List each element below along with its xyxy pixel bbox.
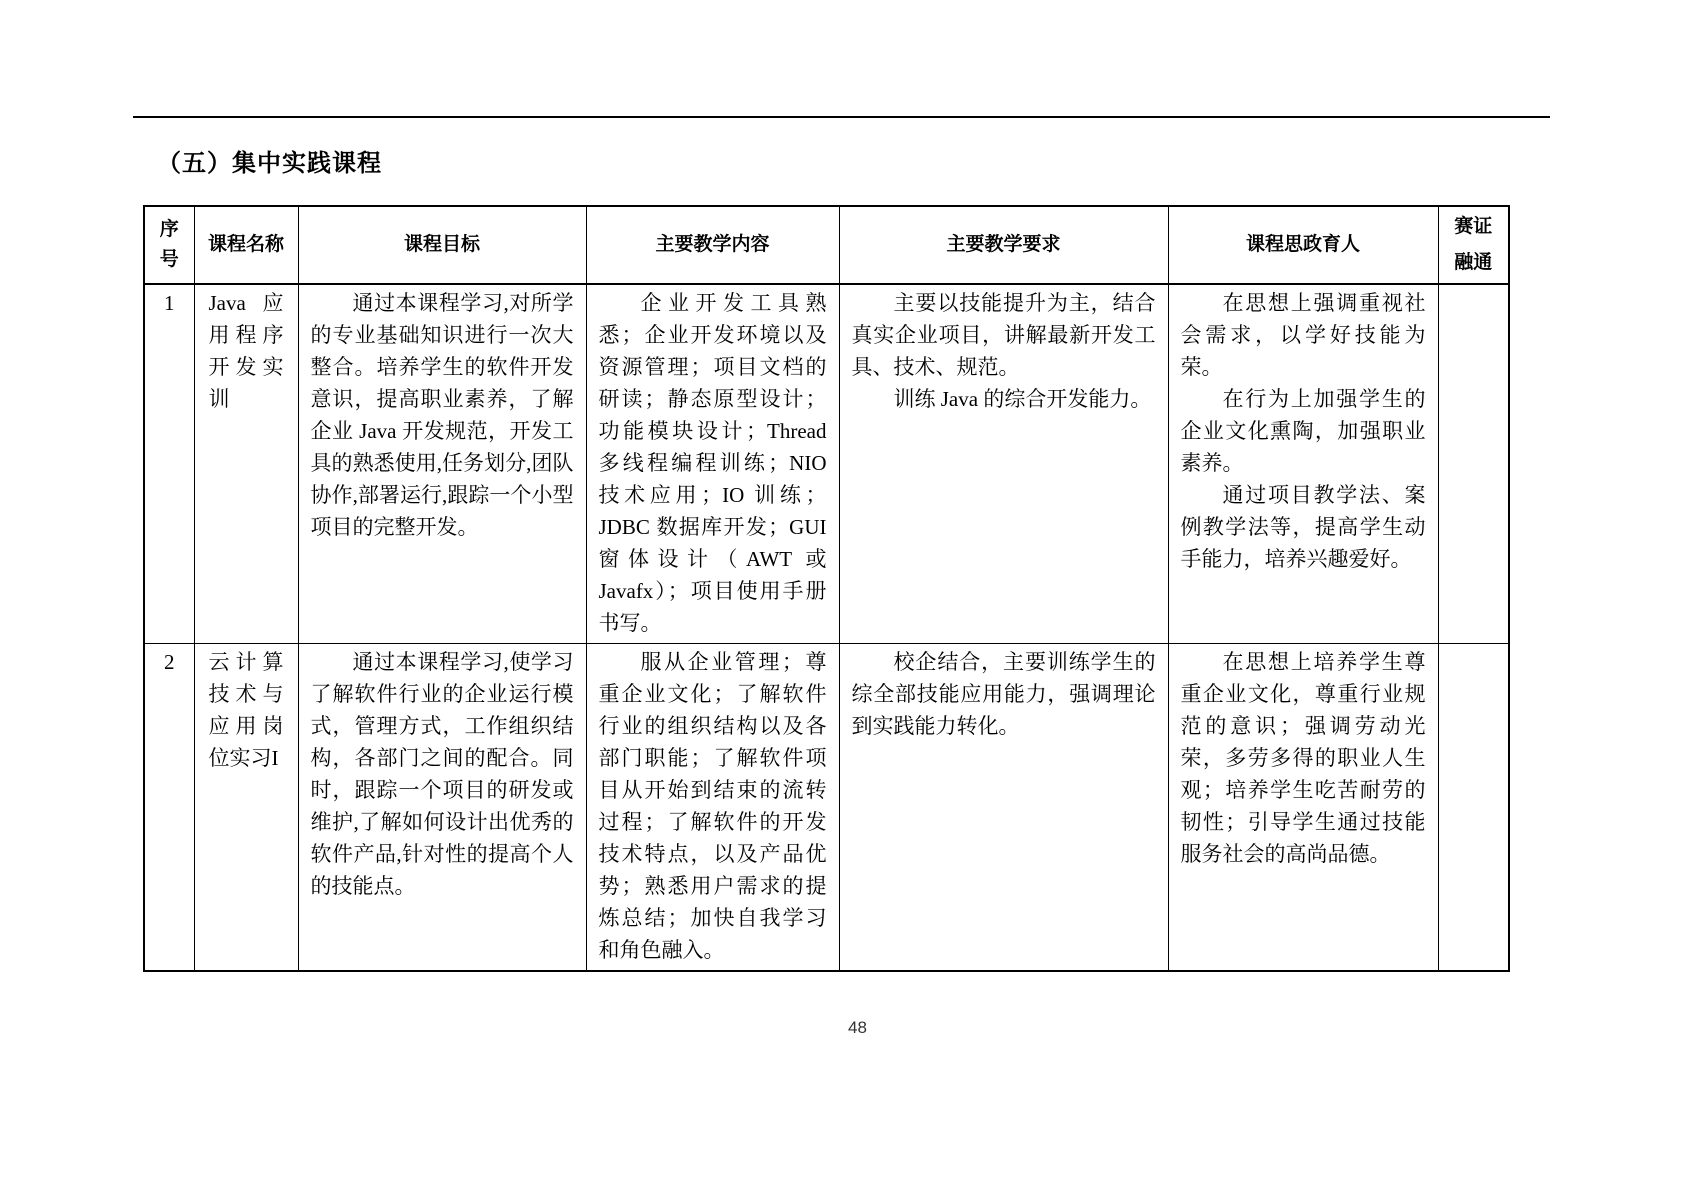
paragraph: 在行为上加强学生的企业文化熏陶，加强职业素养。: [1180, 387, 1426, 475]
paragraph: 在思想上强调重视社会需求，以学好技能为荣。: [1180, 291, 1426, 379]
table-header-row: [144, 206, 1509, 284]
paragraph: 校企结合，主要训练学生的综全部技能应用能力，强调理论到实践能力转化。: [851, 649, 1156, 738]
paragraph: 通过本课程学习,使学习了解软件行业的企业运行模式，管理方式，工作组织结构，各部门之间的配合。同时，跟踪一个项目的研发或维护,了解如何设计出优秀的软件产品,针对性的提高个人的技能点。: [310, 649, 574, 898]
header-index: [144, 206, 194, 284]
page-header-rule: [133, 116, 1550, 118]
header-requirement: 主要教学要求: [839, 206, 1168, 284]
paragraph: 通过本课程学习,对所学的专业基础知识进行一次大整合。培养学生的软件开发意识，提高职业素养，了解企业 Java 开发规范，开发工具的熟悉使用,任务划分,团队协作,部署运行,跟踪一个小型项目的完整开发。: [310, 291, 574, 539]
cell-course-name: 云计算技术与应用岗位实习I: [194, 643, 298, 971]
header-course-name: 课程名称: [194, 206, 298, 284]
paragraph: 在思想上培养学生尊重企业文化，尊重行业规范的意识；强调劳动光荣，多劳多得的职业人生观；培养学生吃苦耐劳的韧性；引导学生通过技能服务社会的高尚品德。: [1180, 649, 1426, 866]
practice-course-table: [143, 205, 1510, 972]
paragraph: 训练 Java 的综合开发能力。: [893, 387, 1152, 411]
cell-objective: [298, 643, 586, 971]
cell-requirement: [839, 643, 1168, 971]
header-index-label: 序号: [159, 218, 179, 270]
cell-certification: [1438, 284, 1509, 643]
cell-content: [586, 643, 839, 971]
paragraph: 通过项目教学法、案例教学法等，提高学生动手能力，培养兴趣爱好。: [1180, 483, 1426, 571]
header-content: 主要教学内容: [586, 206, 839, 284]
section-title: （五）集中实践课程: [157, 151, 382, 177]
cell-content: [586, 284, 839, 643]
cell-course-name: Java 应用程序开发实训: [194, 284, 298, 643]
header-ideology: 课程思政育人: [1168, 206, 1438, 284]
header-certification-label: 赛证融通: [1454, 216, 1493, 273]
cell-objective: [298, 284, 586, 643]
paragraph: 主要以技能提升为主，结合真实企业项目，讲解最新开发工具、技术、规范。: [851, 291, 1156, 379]
table-row: [144, 643, 1509, 971]
cell-requirement: [839, 284, 1168, 643]
cell-index: 2: [144, 643, 194, 971]
header-objective: 课程目标: [298, 206, 586, 284]
table-row: [144, 284, 1509, 643]
header-certification: [1438, 206, 1509, 284]
cell-index: 1: [144, 284, 194, 643]
paragraph: 企业开发工具熟悉；企业开发环境以及资源管理；项目文档的研读；静态原型设计；功能模块设计；Thread 多线程编程训练；NIO 技术应用；IO 训练；JDBC 数据库开发；GUI 窗体设计（AWT 或 Javafx）；项目使用手册书写。: [598, 291, 827, 635]
paragraph: 服从企业管理；尊重企业文化；了解软件行业的组织结构以及各部门职能；了解软件项目从开始到结束的流转过程；了解软件的开发技术特点，以及产品优势；熟悉用户需求的提炼总结；加快自我学习和角色融入。: [598, 649, 827, 962]
page-number: 48: [848, 1018, 867, 1037]
cell-ideology: [1168, 643, 1438, 971]
cell-ideology: [1168, 284, 1438, 643]
cell-certification: [1438, 643, 1509, 971]
